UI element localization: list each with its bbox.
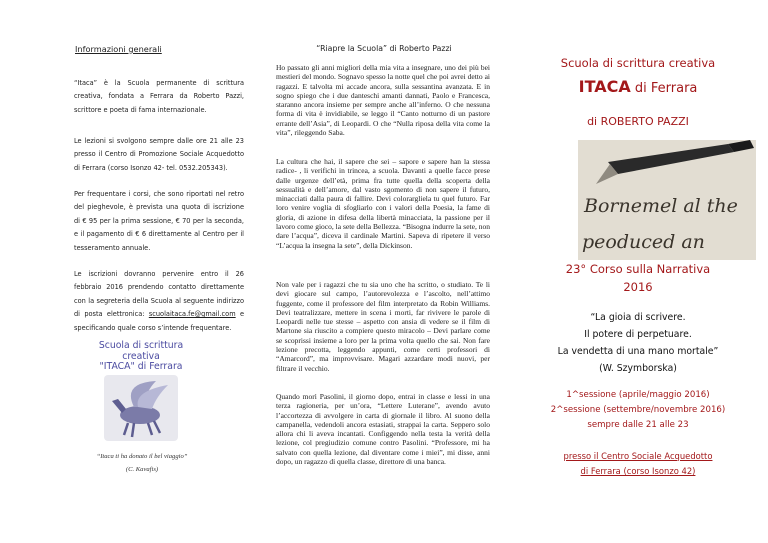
itaca-name: ITACA xyxy=(578,77,631,96)
schedule-paragraph: Le lezioni si svolgono sempre dalle ore 21 alle 23 presso il Centro di Promozione Sociale Acquedotto di Ferrara (corso Isonzo 42- tel. 0532.205343). xyxy=(74,137,244,172)
article-paragraph-4: Quando morì Pasolini, il giorno dopo, entrai in classe e lessi in una terza ragioneria, per un’ora, “Lettere Luterane”, avendo avuto l’accortezza di avvolgere in carta di giornale il libro. Al suono della campanella, vedendoli ancora estasiati, strappai la carta. Seppero solo allora chi li aveva incantati. Configgendo nella testa la verità della lezione, col pregiudizio comune contro Pasolini. “Professore, mi ha salvato con quella lezione, dal diventare come i miei”, mi disse, anni dopo, un ragazzo di quella classe, direttore di una banca. xyxy=(276,392,490,467)
enrollment-tail: e specificando quale corso s’intende frequentare. xyxy=(74,310,245,332)
author-line: di ROBERTO PAZZI xyxy=(587,115,689,128)
fees-paragraph: Per frequentare i corsi, che sono riportati nel retro del pieghevole, è prevista una quota di iscrizione di € 95 per la prima sessione, € 70 per la seconda, e il pagamento di € 6 direttamente al Centro per il tesseramento annuale. xyxy=(74,190,244,252)
ferrara-label: di Ferrara xyxy=(630,81,698,96)
motto-line-3: La vendetta di una mano mortale” xyxy=(557,346,719,357)
about-paragraph: “Itaca” è la Scuola permanente di scrittura creativa, fondata a Ferrara da Roberto Pazzi, scrittore e poeta di fama internazionale. xyxy=(74,79,244,114)
enrollment-text: Le iscrizioni dovranno pervenire entro il 26 febbraio 2016 prendendo contatto direttamente con la segreteria della Scuola al seguente indirizzo di posta elettronica: xyxy=(74,270,244,319)
fountain-pen-image xyxy=(578,140,756,260)
session-2: 2^sessione (settembre/novembre 2016) xyxy=(550,405,726,415)
venue-line-1: presso il Centro Sociale Acquedotto xyxy=(563,451,713,461)
session-schedule: sempre dalle 21 alle 23 xyxy=(587,420,689,430)
logo-line-2: creativa xyxy=(122,350,160,362)
motto-author: (W. Szymborska) xyxy=(599,363,677,374)
session-1: 1^sessione (aprile/maggio 2016) xyxy=(566,390,710,400)
kavafis-quote: “Itaca ti ha donato il bel viaggio” xyxy=(96,453,188,460)
logo-line-1: Scuola di scrittura xyxy=(98,340,184,351)
kavafis-author: (C. Kavafis) xyxy=(125,466,159,473)
enrollment-paragraph xyxy=(74,268,244,335)
article-title: “Riapre la Scuola” di Roberto Pazzi xyxy=(316,44,452,53)
script-text-1: Bornemel al the xyxy=(584,195,738,217)
email-link[interactable]: scuolaitaca.fe@gmail.com xyxy=(148,310,236,319)
school-logo xyxy=(82,341,200,449)
school-subtitle xyxy=(520,77,756,96)
article-paragraph-2: La cultura che hai, il sapere che sei – sapore e sapere han la stessa radice- , li verifichi in trincea, a scuola. Davanti a quelle facce prese dalle urgenze dell’età, prima fra tutte quella della scoperta della sessualità e dell’amore, dal vasto sgomento di non sapere il futuro, minacciati dalla paura di fallire. Devi colorargliela tu quel futuro. Far loro venire voglia di sfogliarlo con i valori della Poesia, la fame di gloria, di azione in difesa della libertà minacciata, la passione per il lavoro come gioco, la sete della Bellezza. “Bisogna indurre la sete, non dare l’acqua”, diceva il cardinale Martini. Sapeva di ripetere il verso “L’acqua la insegna la sete”, della Dickinson. xyxy=(276,157,490,250)
script-text-2: peoduced an xyxy=(582,231,705,253)
info-panel xyxy=(0,0,256,543)
pegasus-icon xyxy=(82,373,200,443)
course-year: 2016 xyxy=(623,280,653,294)
venue-line-2: di Ferrara (corso Isonzo 42) xyxy=(580,466,696,476)
logo-line-3: "ITACA" di Ferrara xyxy=(99,361,183,372)
course-title: 23° Corso sulla Narrativa xyxy=(565,262,711,276)
article-paragraph-3: Non vale per i ragazzi che tu sia uno che ha scritto, o studiato. Te li devi giocare sul campo, l’autorevolezza e l’ascolto, nell’attimo fuggente, come il professore del film interpretato da Robin Williams. Devi teatralizzare, mettere in scena i morti, far rivivere le parole di Leopardi nelle tue stesse – aspetto con ansia di vedere se il film di Martone sia riuscito a compiere questo miracolo – Devi parlare come se scoprissi insieme a loro per la prima volta quello che sai. Non fare lezione precotta, leggendo appunti, come certi professori di “Amarcord”, ma improvvisare. Magari azzardare modi nuovi, per filtrare il vecchio. xyxy=(276,280,490,373)
info-heading: Informazioni generali xyxy=(75,44,162,54)
school-title: Scuola di scrittura creativa xyxy=(560,56,716,70)
article-paragraph-1: Ho passato gli anni migliori della mia vita a insegnare, uno dei più bei mestieri del mondo. Sognavo spesso la notte quel che poi avrei detto ai ragazzi. E talvolta mi accade ancora, sulla sessantina avanzata. E in sogno spiego che i due danteschi amanti dannati, Paolo e Francesca, staranno ancora insieme per sempre anche all’inferno. O che nessuna forma di vita è invidiabile, se leggo il “Canto notturno di un pastore errante dell’Asia”, di Leopardi. O che “Nulla riposa della vita come la vita”, rileggendo Saba. xyxy=(276,63,490,138)
motto-line-2: Il potere di perpetuare. xyxy=(584,329,692,340)
motto-line-1: “La gioia di scrivere. xyxy=(590,312,686,323)
